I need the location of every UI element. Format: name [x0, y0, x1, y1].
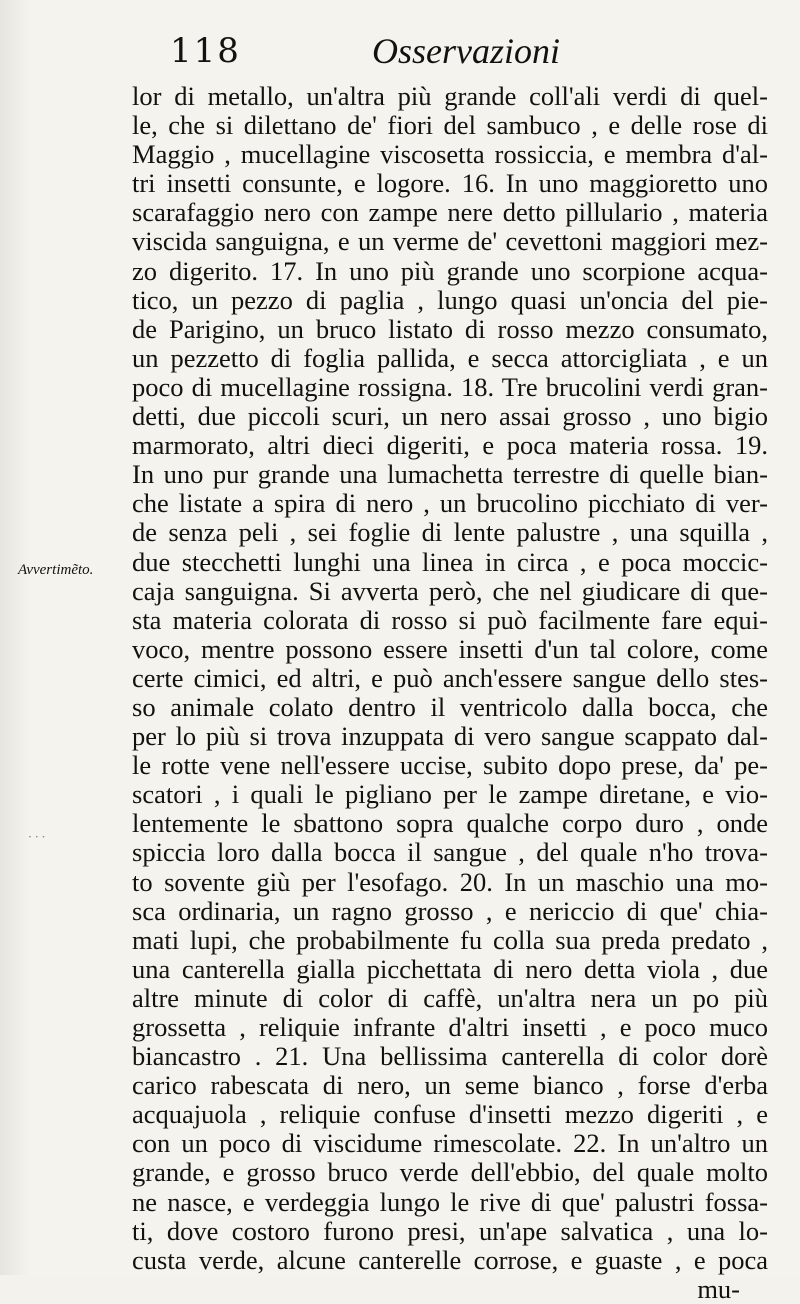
text-line: poco di mucellagine rossigna. 18. Tre brucolini verdi gran- — [132, 371, 768, 402]
text-line: lentemente le sbattono sopra qualche corpo duro , onde — [132, 808, 768, 839]
text-line: to sovente giù per l'esofago. 20. In un maschio una mo- — [132, 866, 768, 897]
text-line: carico rabescata di nero, un seme bianco , forse d'erba — [132, 1070, 768, 1101]
text-line: sca ordinaria, un ragno grosso , e nericcio di que' chia- — [132, 895, 768, 926]
text-line: altre minute di color di caffè, un'altra nera un po più — [132, 982, 768, 1013]
text-line: acquajuola , reliquie confuse d'insetti mezzo digeriti , e — [132, 1099, 768, 1130]
text-line: ti, dove costoro furono presi, un'ape salvatica , una lo- — [132, 1215, 768, 1246]
catchword: mu- — [697, 1273, 740, 1304]
text-line: le, che si dilettano de' fiori del sambuco , e delle rose di — [132, 110, 768, 141]
text-line: una canterella gialla picchettata di nero detta viola , due — [132, 953, 768, 984]
text-line: voco, mentre possono essere insetti d'un tal colore, come — [132, 633, 768, 664]
text-line: marmorato, altri dieci digeriti, e poca materia rossa. 19. — [132, 430, 768, 461]
text-line: Maggio , mucellagine viscosetta rossiccia, e membra d'al- — [132, 139, 768, 170]
text-line: due stecchetti lunghi una linea in circa , e poca moccic- — [132, 546, 768, 577]
text-line: con un poco di viscidume rimescolate. 22. In un'altro un — [132, 1128, 768, 1159]
margin-specks: ··· — [28, 830, 49, 844]
text-line: lor di metallo, un'altra più grande coll'ali verdi di quel- — [132, 81, 768, 111]
text-line: zo digerito. 17. In uno più grande uno scorpione acqua- — [132, 255, 768, 286]
text-line: che listate a spira di nero , un brucolino picchiato di ver- — [132, 488, 768, 519]
text-line: spiccia loro dalla bocca il sangue , del quale n'ho trova- — [132, 837, 768, 868]
text-line: mati lupi, che probabilmente fu colla sua preda predato , — [132, 924, 768, 955]
text-line: grossetta , reliquie infrante d'altri insetti , e poco muco — [132, 1012, 768, 1042]
text-line: scatori , i quali le pigliano per le zampe diretane, e vio- — [132, 779, 768, 810]
text-line: caja sanguigna. Si avverta però, che nel giudicare di que- — [132, 575, 768, 606]
text-line: so animale colato dentro il ventricolo dalla bocca, che — [132, 691, 768, 722]
running-title: Osservazioni — [372, 31, 560, 71]
text-line: In uno pur grande una lumachetta terrestre di quelle bian- — [132, 459, 768, 490]
text-line: sta materia colorata di rosso si può facilmente fare equi- — [132, 604, 768, 635]
text-line: biancastro . 21. Una bellissima canterella di color dorè — [132, 1041, 768, 1072]
body-text — [132, 82, 768, 1304]
text-line: grande, e grosso bruco verde dell'ebbio, del quale molto — [132, 1157, 768, 1188]
text-line: certe cimici, ed altri, e può anch'essere sangue dello stes- — [132, 662, 768, 693]
text-line: ne nasce, e verdeggia lungo le rive di que' palustri fossa- — [132, 1186, 768, 1217]
text-line: scarafaggio nero con zampe nere detto pillulario , materia — [132, 197, 768, 228]
page-number: 118 — [170, 31, 241, 71]
margin-note: Avvertimẽto. — [18, 562, 94, 578]
text-line: un pezzetto di foglia pallida, e secca attorcigliata , e un — [132, 342, 768, 373]
page-header — [0, 26, 800, 76]
text-line: detti, due piccoli scuri, un nero assai grosso , uno bigio — [132, 401, 768, 432]
text-line: tri insetti consunte, e logore. 16. In uno maggioretto uno — [132, 168, 768, 199]
text-line: de senza peli , sei foglie di lente palustre , una squilla , — [132, 517, 768, 548]
text-line: viscida sanguigna, e un verme de' cevettoni maggiori mez- — [132, 226, 768, 257]
text-line: le rotte vene nell'essere uccise, subito dopo prese, da' pe- — [132, 750, 768, 781]
text-line: tico, un pezzo di paglia , lungo quasi un'oncia del pie- — [132, 284, 768, 315]
text-line: de Parigino, un bruco listato di rosso mezzo consumato, — [132, 313, 768, 344]
text-line: per lo più si trova inzuppata di vero sangue scappato dal- — [132, 721, 768, 752]
text-line: custa verde, alcune canterelle corrose, e guaste , e poca — [132, 1244, 768, 1275]
